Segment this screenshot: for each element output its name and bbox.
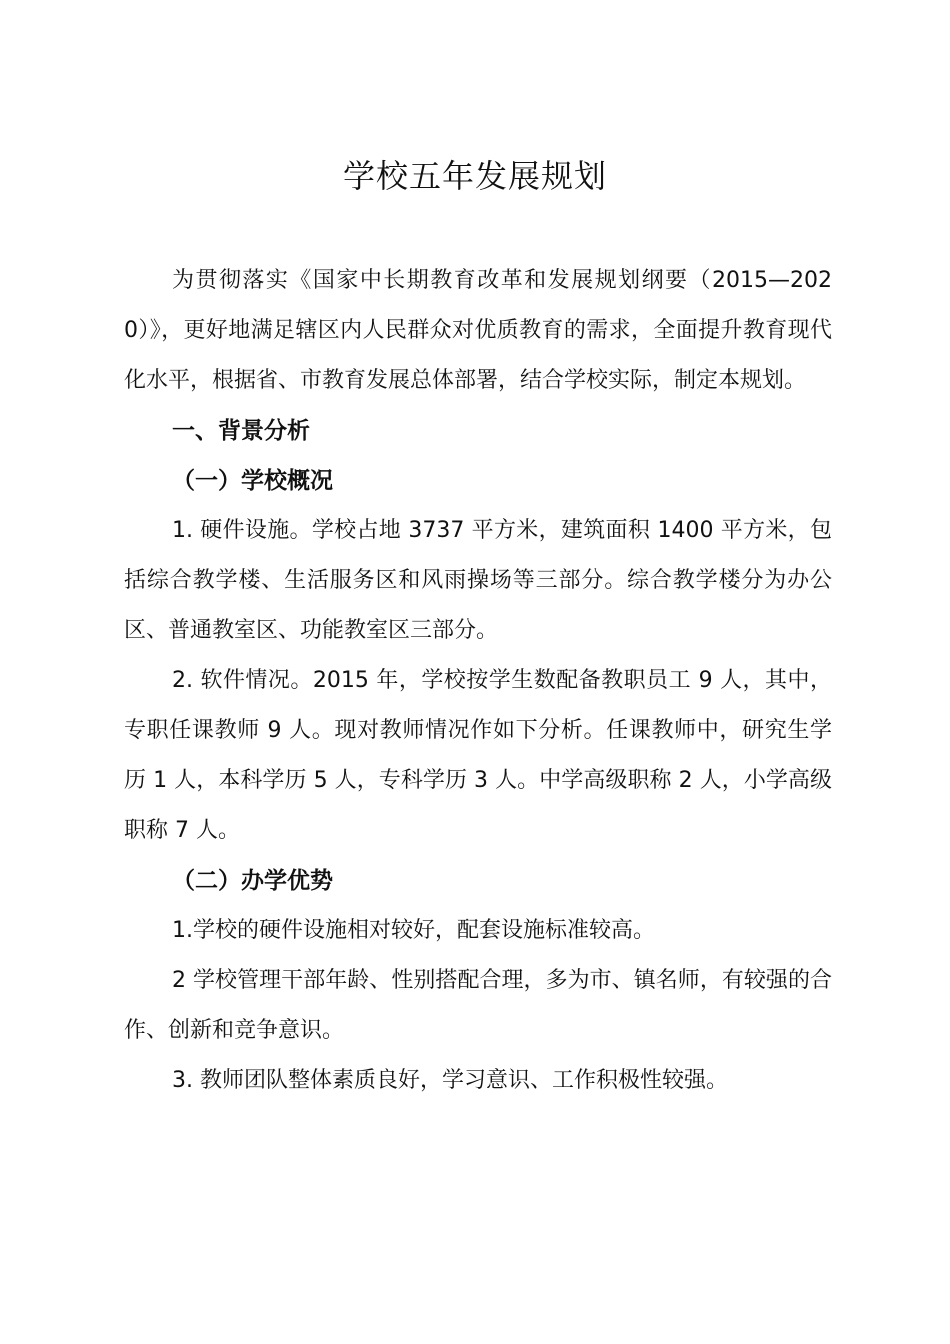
paragraph-hardware: 1. 硬件设施。学校占地 3737 平方米，建筑面积 1400 平方米，包括综合教学楼、生活服务区和风雨操场等三部分。综合教学楼分为办公区、普通教室区、功能教室区三部分。 — [124, 518, 832, 643]
document-body — [124, 256, 832, 1106]
document-title: 学校五年发展规划 — [342, 157, 607, 195]
paragraph-advantage-3: 3. 教师团队整体素质良好，学习意识、工作积极性较强。 — [172, 1068, 728, 1093]
paragraph-advantage-1: 1.学校的硬件设施相对较好，配套设施标准较高。 — [172, 918, 655, 943]
section-heading-background: 一、背景分析 — [172, 418, 310, 444]
intro-paragraph: 为贯彻落实《国家中长期教育改革和发展规划纲要（2015—2020）》，更好地满足辖区内人民群众对优质教育的需求，全面提升教育现代化水平，根据省、市教育发展总体部署，结合学校实际，制定本规划。 — [124, 268, 832, 393]
subsection-heading-advantages: （二）办学优势 — [172, 868, 333, 894]
paragraph-software: 2. 软件情况。2015 年，学校按学生数配备教职员工 9 人，其中，专职任课教师 9 人。现对教师情况作如下分析。任课教师中，研究生学历 1 人，本科学历 5 人，专科学历 3 人。中学高级职称 2 人，小学高级职称 7 人。 — [124, 668, 832, 843]
paragraph-advantage-2: 2 学校管理干部年龄、性别搭配合理，多为市、镇名师，有较强的合作、创新和竞争意识。 — [124, 968, 832, 1043]
subsection-heading-overview: （一）学校概况 — [172, 468, 333, 494]
